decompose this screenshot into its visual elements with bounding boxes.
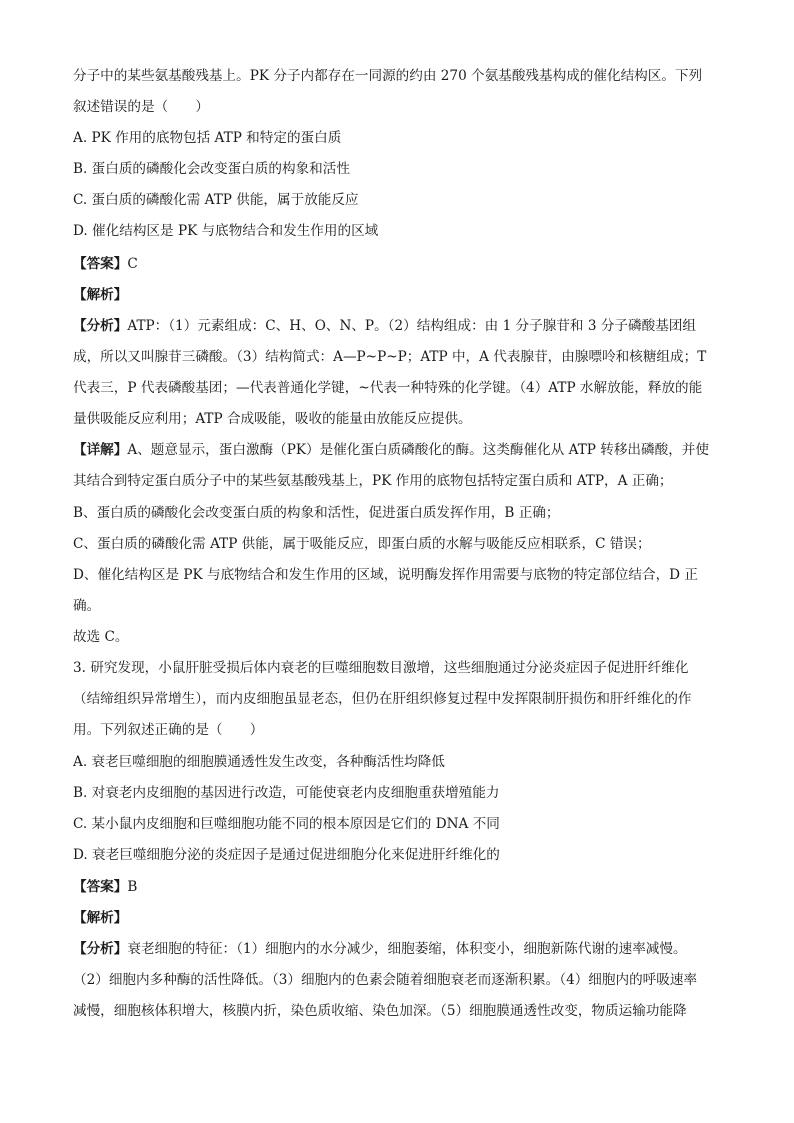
q2-stem-line-1: 分子中的某些氨基酸残基上。PK 分子内都存在一同源的约由 270 个氨基酸残基构成的催化结构区。下列 [73, 68, 703, 84]
q2-fenxi-line-1 [73, 316, 723, 336]
q2-option-a: A. PK 作用的底物包括 ATP 和特定的蛋白质 [73, 130, 342, 146]
q2-answer-tag: 【答案】 [73, 256, 128, 272]
q2-xiangjie-line-4: C、蛋白质的磷酸化需 ATP 供能，属于吸能反应，即蛋白质的水解与吸能反应相联系，C 错误； [73, 536, 651, 552]
q3-fenxi-line-3: 减慢，细胞核体积增大，核膜内折，染色质收缩、染色加深。（5）细胞膜通透性改变，物质运输功能降 [73, 1003, 687, 1019]
q2-xiangjie-line-3: B、蛋白质的磷酸化会改变蛋白质的构象和活性，促进蛋白质发挥作用，B 正确； [73, 505, 560, 521]
q3-option-a: A. 衰老巨噬细胞的细胞膜通透性发生改变，各种酶活性均降低 [73, 754, 445, 770]
q2-xiangjie-text-1: A、题意显示，蛋白激酶（PK）是催化蛋白质磷酸化的酶。这类酶催化从 ATP 转移出磷酸，并使 [127, 442, 709, 458]
q2-fenxi-line-4: 量供吸能反应利用；ATP 合成吸能，吸收的能量由放能反应提供。 [73, 411, 472, 427]
q2-xiangjie-line-5: D、催化结构区是 PK 与底物结合和发生作用的区域，说明酶发挥作用需要与底物的特定部位结合，D 正 [73, 567, 698, 583]
q2-option-c: C. 蛋白质的磷酸化需 ATP 供能，属于放能反应 [73, 192, 359, 208]
q2-xiangjie-line-6: 确。 [73, 598, 101, 614]
q2-conclusion: 故选 C。 [73, 629, 129, 645]
q2-answer-value: C [127, 256, 138, 272]
q3-fenxi-line-1 [73, 939, 723, 959]
q3-stem-line-2: （结缔组织异常增生），而内皮细胞虽显老态，但仍在肝组织修复过程中发挥限制肝损伤和肝纤维化的作 [73, 691, 692, 707]
q3-answer-tag: 【答案】 [73, 879, 128, 895]
q3-stem-line-1: 3. 研究发现，小鼠肝脏受损后体内衰老的巨噬细胞数目激增，这些细胞通过分泌炎症因子促进肝纤维化 [73, 660, 689, 676]
q3-fenxi-text-1: 衰老细胞的特征：（1）细胞内的水分减少，细胞萎缩，体积变小，细胞新陈代谢的速率减慢。 [127, 941, 687, 957]
q3-option-c: C. 某小鼠内皮细胞和巨噬细胞功能不同的根本原因是它们的 DNA 不同 [73, 816, 500, 832]
q2-fenxi-text-1: ATP：（1）元素组成：C、H、O、N、P。（2）结构组成：由 1 分子腺苷和 3 分子磷酸基团组 [127, 318, 696, 334]
q3-answer [73, 877, 723, 897]
q2-answer [73, 254, 723, 274]
q3-option-b: B. 对衰老内皮细胞的基因进行改造，可能使衰老内皮细胞重获增殖能力 [73, 785, 500, 801]
q3-analysis-heading: 【解析】 [73, 910, 128, 926]
q3-fenxi-tag: 【分析】 [73, 941, 128, 957]
q2-option-b: B. 蛋白质的磷酸化会改变蛋白质的构象和活性 [73, 161, 350, 177]
q3-answer-value: B [127, 879, 138, 895]
q3-stem-line-3: 用。下列叙述正确的是（ ） [73, 722, 264, 738]
q2-fenxi-line-2: 成，所以又叫腺苷三磷酸。（3）结构简式：A—P~P~P；ATP 中，A 代表腺苷，由腺嘌呤和核糖组成；T [73, 349, 707, 365]
q2-fenxi-tag: 【分析】 [73, 318, 128, 334]
q2-stem-line-2: 叙述错误的是（ ） [73, 99, 209, 115]
q3-fenxi-line-2: （2）细胞内多种酶的活性降低。（3）细胞内的色素会随着细胞衰老而逐渐积累。（4）细胞内的呼吸速率 [73, 972, 698, 988]
q2-xiangjie-line-1 [73, 440, 723, 460]
q2-xiangjie-line-2: 其结合到特定蛋白质分子中的某些氨基酸残基上，PK 作用的底物包括特定蛋白质和 ATP，A 正确； [73, 473, 673, 489]
q2-xiangjie-tag: 【详解】 [73, 442, 128, 458]
q2-option-d: D. 催化结构区是 PK 与底物结合和发生作用的区域 [73, 223, 379, 239]
q2-fenxi-line-3: 代表三，P 代表磷酸基团；—代表普通化学键，~代表一种特殊的化学键。（4）ATP 水解放能，释放的能 [73, 380, 703, 396]
q3-option-d: D. 衰老巨噬细胞分泌的炎症因子是通过促进细胞分化来促进肝纤维化的 [73, 847, 500, 863]
q2-analysis-heading: 【解析】 [73, 287, 128, 303]
